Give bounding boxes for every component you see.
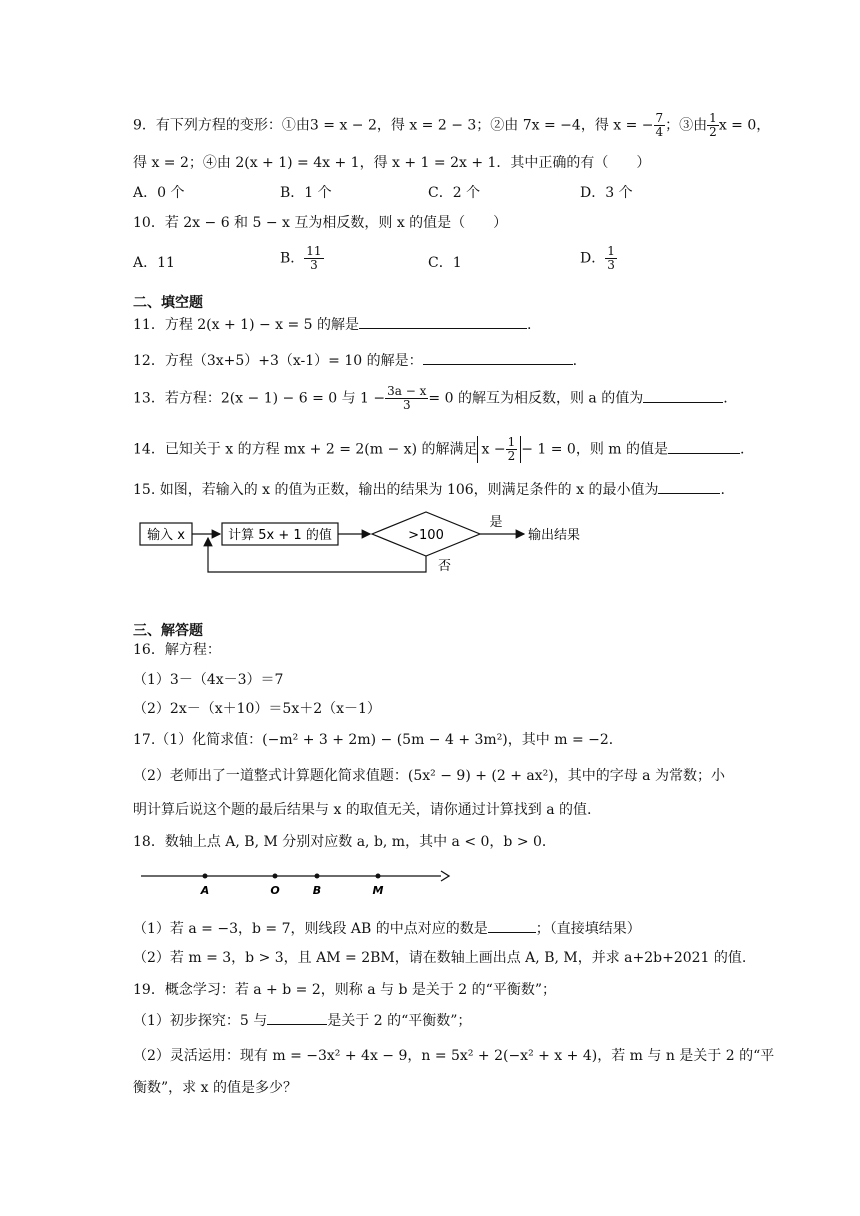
q11: 11．方程 2(x + 1) − x = 5 的解是 . — [133, 314, 532, 335]
number-line-arrowhead — [441, 871, 449, 881]
q13-answer-blank[interactable] — [643, 388, 723, 403]
q12: 12．方程（3x+5）+3（x-1）= 10 的解是： . — [133, 350, 577, 371]
q13-fraction: $\frac{3a - x}{3}$ — [387, 384, 427, 412]
point-b-dot — [315, 874, 320, 879]
q19-part2-line2: 衡数”，求 x 的值是多少？ — [133, 1080, 297, 1096]
flow-input-label: 输入 x — [147, 528, 185, 543]
point-a-dot — [203, 874, 208, 879]
q13: 13．若方程：2(x − 1) − 6 = 0 与 1 − $\frac{3a - x}{3}$ = 0 的解互为相反数，则 a 的值为 . — [133, 384, 728, 412]
point-b-label: B — [312, 884, 322, 897]
q9-option-b[interactable]: B．1 个 — [280, 185, 332, 201]
q10-text: 10．若 2x − 6 和 5 − x 互为相反数，则 x 的值是（ ） — [133, 215, 508, 231]
point-m-label: M — [372, 884, 384, 897]
flow-output-label: 输出结果 — [528, 528, 581, 543]
q11-answer-blank[interactable] — [359, 314, 527, 329]
number-line — [135, 864, 455, 898]
q10-option-b[interactable]: B． $\frac{11}{3}$ — [280, 244, 322, 272]
flow-compute-label: 计算 5x + 1 的值 — [228, 528, 332, 543]
q9-line1: 9．有下列方程的变形：①由3 = x − 2，得 x = 2 − 3；②由 7x = −4，得 x = − $\frac{7}{4}$ ；③由 $\frac{1}{2}$ x = 0， — [133, 111, 771, 139]
q18-part2: （2）若 m = 3，b > 3，且 AM = 2BM，请在数轴上画出点 A, B, M，并求 a+2b+2021 的值. — [133, 950, 747, 966]
q17-part2-line2: 明计算后说这个题的最后结果与 x 的取值无关，请你通过计算找到 a 的值. — [133, 802, 592, 818]
flow-yes-label: 是 — [489, 515, 503, 530]
q19-part2-line1: （2）灵活运用：现有 m = −3x² + 4x − 9，n = 5x² + 2(−x² + x + 4)，若 m 与 n 是关于 2 的“平 — [133, 1048, 775, 1064]
q16-title: 16．解方程： — [133, 642, 221, 658]
section-fill-in-heading: 二、填空题 — [133, 295, 203, 311]
q18-answer-blank[interactable] — [488, 918, 536, 933]
q19-part1: （1）初步探究：5 与 是关于 2 的“平衡数”； — [133, 1010, 471, 1031]
point-m-dot — [376, 874, 381, 879]
q14: 14．已知关于 x 的方程 mx + 2 = 2(m − x) 的解满足 x − $\frac{1}{2}$ − 1 = 0，则 m 的值是 . — [133, 435, 745, 463]
q14-absolute-value: x − $\frac{1}{2}$ — [477, 436, 521, 463]
q19-answer-blank[interactable] — [267, 1010, 327, 1025]
q9-option-c[interactable]: C．2 个 — [428, 185, 481, 201]
q16-part1: （1）3－（4x－3）＝7 — [133, 672, 284, 688]
q17-part2-line1: （2）老师出了一道整式计算题化简求值题：(5x² − 9) + (2 + ax²)，其中的字母 a 为常数；小 — [133, 768, 725, 784]
q15-answer-blank[interactable] — [658, 479, 720, 494]
q14-answer-blank[interactable] — [668, 439, 740, 454]
q12-answer-blank[interactable] — [423, 350, 573, 365]
q10-option-a[interactable]: A．11 — [133, 255, 175, 271]
q9-fraction-1-2: $\frac{1}{2}$ — [709, 111, 717, 139]
flow-condition-label: >100 — [408, 528, 444, 543]
q18-part1: （1）若 a = −3，b = 7，则线段 AB 的中点对应的数是 ；（直接填结果） — [133, 918, 641, 939]
q18-text: 18．数轴上点 A, B, M 分别对应数 a, b, m，其中 a < 0，b > 0． — [133, 834, 556, 850]
q16-part2: （2）2x－（x＋10）＝5x＋2（x－1） — [133, 701, 381, 717]
point-o-label: O — [270, 884, 280, 897]
q9-fraction-7-4: $\frac{7}{4}$ — [655, 111, 664, 139]
q9-line2: 得 x = 2；④由 2(x + 1) = 4x + 1，得 x + 1 = 2x + 1．其中正确的有（ ） — [133, 155, 651, 171]
q15: 15. 如图，若输入的 x 的值为正数，输出的结果为 106，则满足条件的 x 的最小值为 . — [133, 479, 725, 500]
q9-option-d[interactable]: D．3 个 — [580, 185, 633, 201]
q9-option-a[interactable]: A．0 个 — [133, 185, 185, 201]
point-a-label: A — [200, 884, 210, 897]
q10-option-c[interactable]: C．1 — [428, 255, 462, 271]
point-o-dot — [273, 874, 278, 879]
flow-no-label: 否 — [438, 559, 452, 574]
section-solve-heading: 三、解答题 — [133, 623, 203, 639]
q17-part1: 17.（1）化简求值：(−m² + 3 + 2m) − (5m − 4 + 3m²)，其中 m = −2． — [133, 732, 623, 748]
q10-option-d[interactable]: D． $\frac{1}{3}$ — [580, 244, 615, 272]
q19-title: 19．概念学习：若 a + b = 2，则称 a 与 b 是关于 2 的“平衡数”； — [133, 982, 556, 998]
flowchart — [130, 508, 600, 580]
